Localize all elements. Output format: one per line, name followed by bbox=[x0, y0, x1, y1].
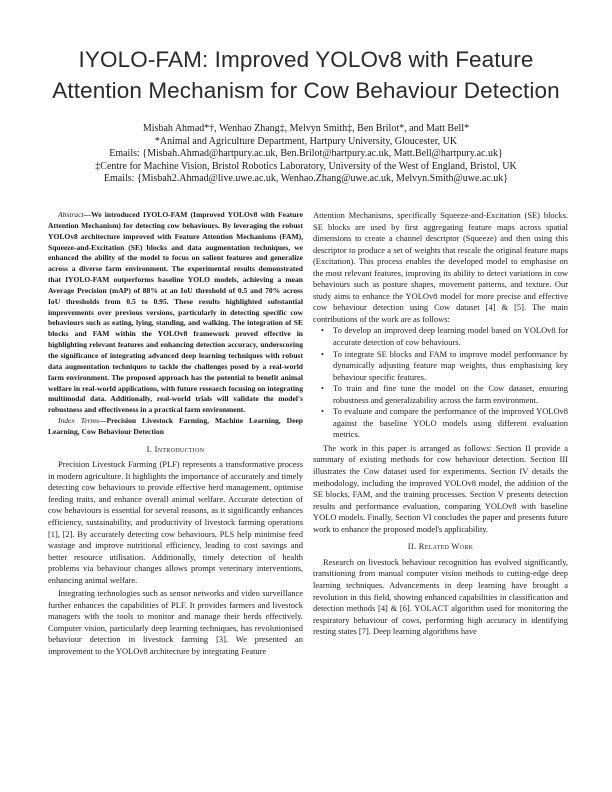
section-heading-related-work bbox=[313, 541, 568, 553]
author-names: Misbah Ahmad*†, Wenhao Zhang‡, Melvyn Smith‡, Ben Brilot*, and Matt Bell* bbox=[142, 123, 470, 134]
bullet-icon: • bbox=[321, 383, 324, 394]
intro-paragraph-1: Precision Livestock Farming (PLF) represents a transformative process in modern agriculture. It highlights the importance of accurately and timely detecting cow behaviours to provide effective herd management, optimise feeding traits, and enhance overall animal welfare. Accurate detection of cow behaviours is essential for several reasons, as it significantly enhances efficiency, sustainability, and productivity of livestock farming operations [1], [2]. By accurately detecting cow behaviours, PLS help minimise feed wastage and improve nutritional efficiency, leading to cost savings and better resource utilisation. Additionally, timely detection of health problems via behaviour changes allows prompt veterinary interventions, enhancing animal welfare. bbox=[48, 459, 303, 585]
index-terms-lead: Index Terms bbox=[58, 416, 99, 426]
emails-2: Emails: {Misbah2.Ahmad@live.uwe.ac.uk, Wenhao.Zhang@uwe.ac.uk, Melvyn.Smith@uwe.ac.uk} bbox=[103, 173, 509, 184]
bullet-icon: • bbox=[321, 406, 324, 417]
index-terms bbox=[48, 416, 303, 438]
bullet-icon: • bbox=[321, 348, 324, 359]
section-number: I. bbox=[146, 443, 153, 454]
list-item: • To integrate SE blocks and FAM to improve model performance by dynamically adjusting feature map weights, thus emphasising key behaviour specific features. bbox=[321, 348, 568, 382]
left-column bbox=[48, 210, 303, 658]
affiliation-1: *Animal and Agriculture Department, Hartpury University, Gloucester, UK bbox=[154, 135, 458, 147]
author-block bbox=[40, 123, 572, 186]
list-item: • To develop an improved deep learning model based on YOLOv8 for accurate detection of cow behaviours. bbox=[321, 325, 568, 348]
abstract bbox=[48, 210, 303, 416]
section-number: II. bbox=[407, 541, 417, 552]
intro-paragraph-2: Integrating technologies such as sensor networks and video surveillance further enhances the capabilities of PLF. It provides farmers and livestock managers with the tools to monitor and manage their herds effectively. Computer vision, particularly deep learning techniques, has revolutionised behaviour detection in livestock farming [3]. We presented an improvement to the YOLOv8 architecture by integrating Feature bbox=[48, 588, 303, 657]
title-line-2: Attention Mechanism for Cow Behaviour Detection bbox=[52, 78, 560, 103]
right-column bbox=[313, 210, 568, 638]
bullet-icon: • bbox=[321, 325, 324, 336]
section-title: Introduction bbox=[154, 443, 205, 454]
abstract-lead: Abstract bbox=[58, 210, 84, 219]
abstract-text: —We introduced IYOLO-FAM (Improved YOLOv8 with Feature Attention Mechanism) for detecting cow behaviours. By leveraging the robust YOLOv8 architecture improved with Feature Attention Mechanisms (FAM), Squeeze-and-Excitation (SE) blocks and data augmentation techniques, we enhanced the ability of the model to focus on salient features and generalize across a diverse farm environment. The experimental results demonstrated that IYOLO-FAM outperforms baseline YOLO models, achieving a mean Average Precision (mAP) of 88% at an IoU threshold of 0.5 and 70% across IoU thresholds from 0.5 to 0.95. These results highlighted substantial improvements over previous versions, particularly in detecting specific cow behaviours such as eating, lying, standing, and walking. The integration of SE blocks and FAM within the YOLOv8 framework proved effective in highlighting relevant features and enhancing detection accuracy, underscoring the significance of integrating advanced deep learning techniques with robust data augmentation techniques to tackle the challenges posed by a real-world farm environment. The proposed approach has the potential to benefit animal welfare in real-world applications, with future research focusing on integrating multimodal data. Additionally, real-world trials will validate the model's robustness and effectiveness in a practical farm environment. bbox=[48, 210, 303, 415]
contributions-list bbox=[313, 325, 568, 440]
intro-paragraph-continued: Attention Mechanisms, specifically Squeeze-and-Excitation (SE) blocks. SE blocks are used by first aggregating feature maps across spatial dimensions to create a channel descriptor (Squeeze) and then using this descriptor to produce a set of weights that rescale the original feature maps (Excitation). This process enables the developed model to emphasise on the most relevant features, improving its ability to detect variations in cow behaviours such as posture shapes, movement patterns, and texture. Our study aims to enhance the YOLOv8 model for more precise and effective cow behaviour detection using Cow dataset [4] & [5]. The main contributions of the work are as follows: bbox=[313, 210, 568, 324]
title-line-1: IYOLO-FAM: Improved YOLOv8 with Feature bbox=[78, 47, 534, 72]
emails-1: Emails: {Misbah.Ahmad@hartpury.ac.uk, Ben.Brilot@hartpury.ac.uk, Matt.Bell@hartpury.ac.uk} bbox=[109, 148, 503, 159]
affiliation-2: ‡Centre for Machine Vision, Bristol Robotics Laboratory, University of the West of England, Bristol, UK bbox=[95, 160, 517, 172]
paper-title bbox=[40, 44, 572, 106]
list-item: • To train and fine tune the model on the Cow dataset, ensuring robustness and generalizability across the farm environment. bbox=[321, 383, 568, 405]
index-terms-text: —Precision Livestock Farming, Machine Learning, Deep Learning, Cow Behaviour Detection bbox=[48, 416, 303, 436]
related-work-paragraph-1: Research on livestock behaviour recognition has evolved significantly, transitioning from manual computer vision methods to cutting-edge deep learning techniques. Advancements in deep learning have brought a revolution in this field, showing enhanced capabilities in classification and detection methods [4] & [6]. YOLACT algorithm used for monitoring the respiratory behaviour of cows, performing high accuracy in identifying resting states [7]. Deep learning algorithms have bbox=[313, 556, 568, 637]
organization-paragraph: The work in this paper is arranged as follows: Section II provide a summary of existing methods for cow behaviour detection. Section III illustrates the Cow dataset used for experiments. Section IV details the methodology, including the improved YOLOv8 model, the addition of the SE blocks, FAM, and the training processes. Section V presents detection results and performance evaluation, comparing YOLOv8 with baseline YOLO models. Finally, Section VI concludes the paper and presents future work to enhance the proposed model's applicability. bbox=[313, 442, 568, 534]
section-title: Related Work bbox=[418, 541, 474, 552]
section-heading-introduction bbox=[48, 444, 303, 456]
list-item: • To evaluate and compare the performance of the improved YOLOv8 against the baseline YOLO models using different evaluation metrics. bbox=[321, 406, 568, 440]
